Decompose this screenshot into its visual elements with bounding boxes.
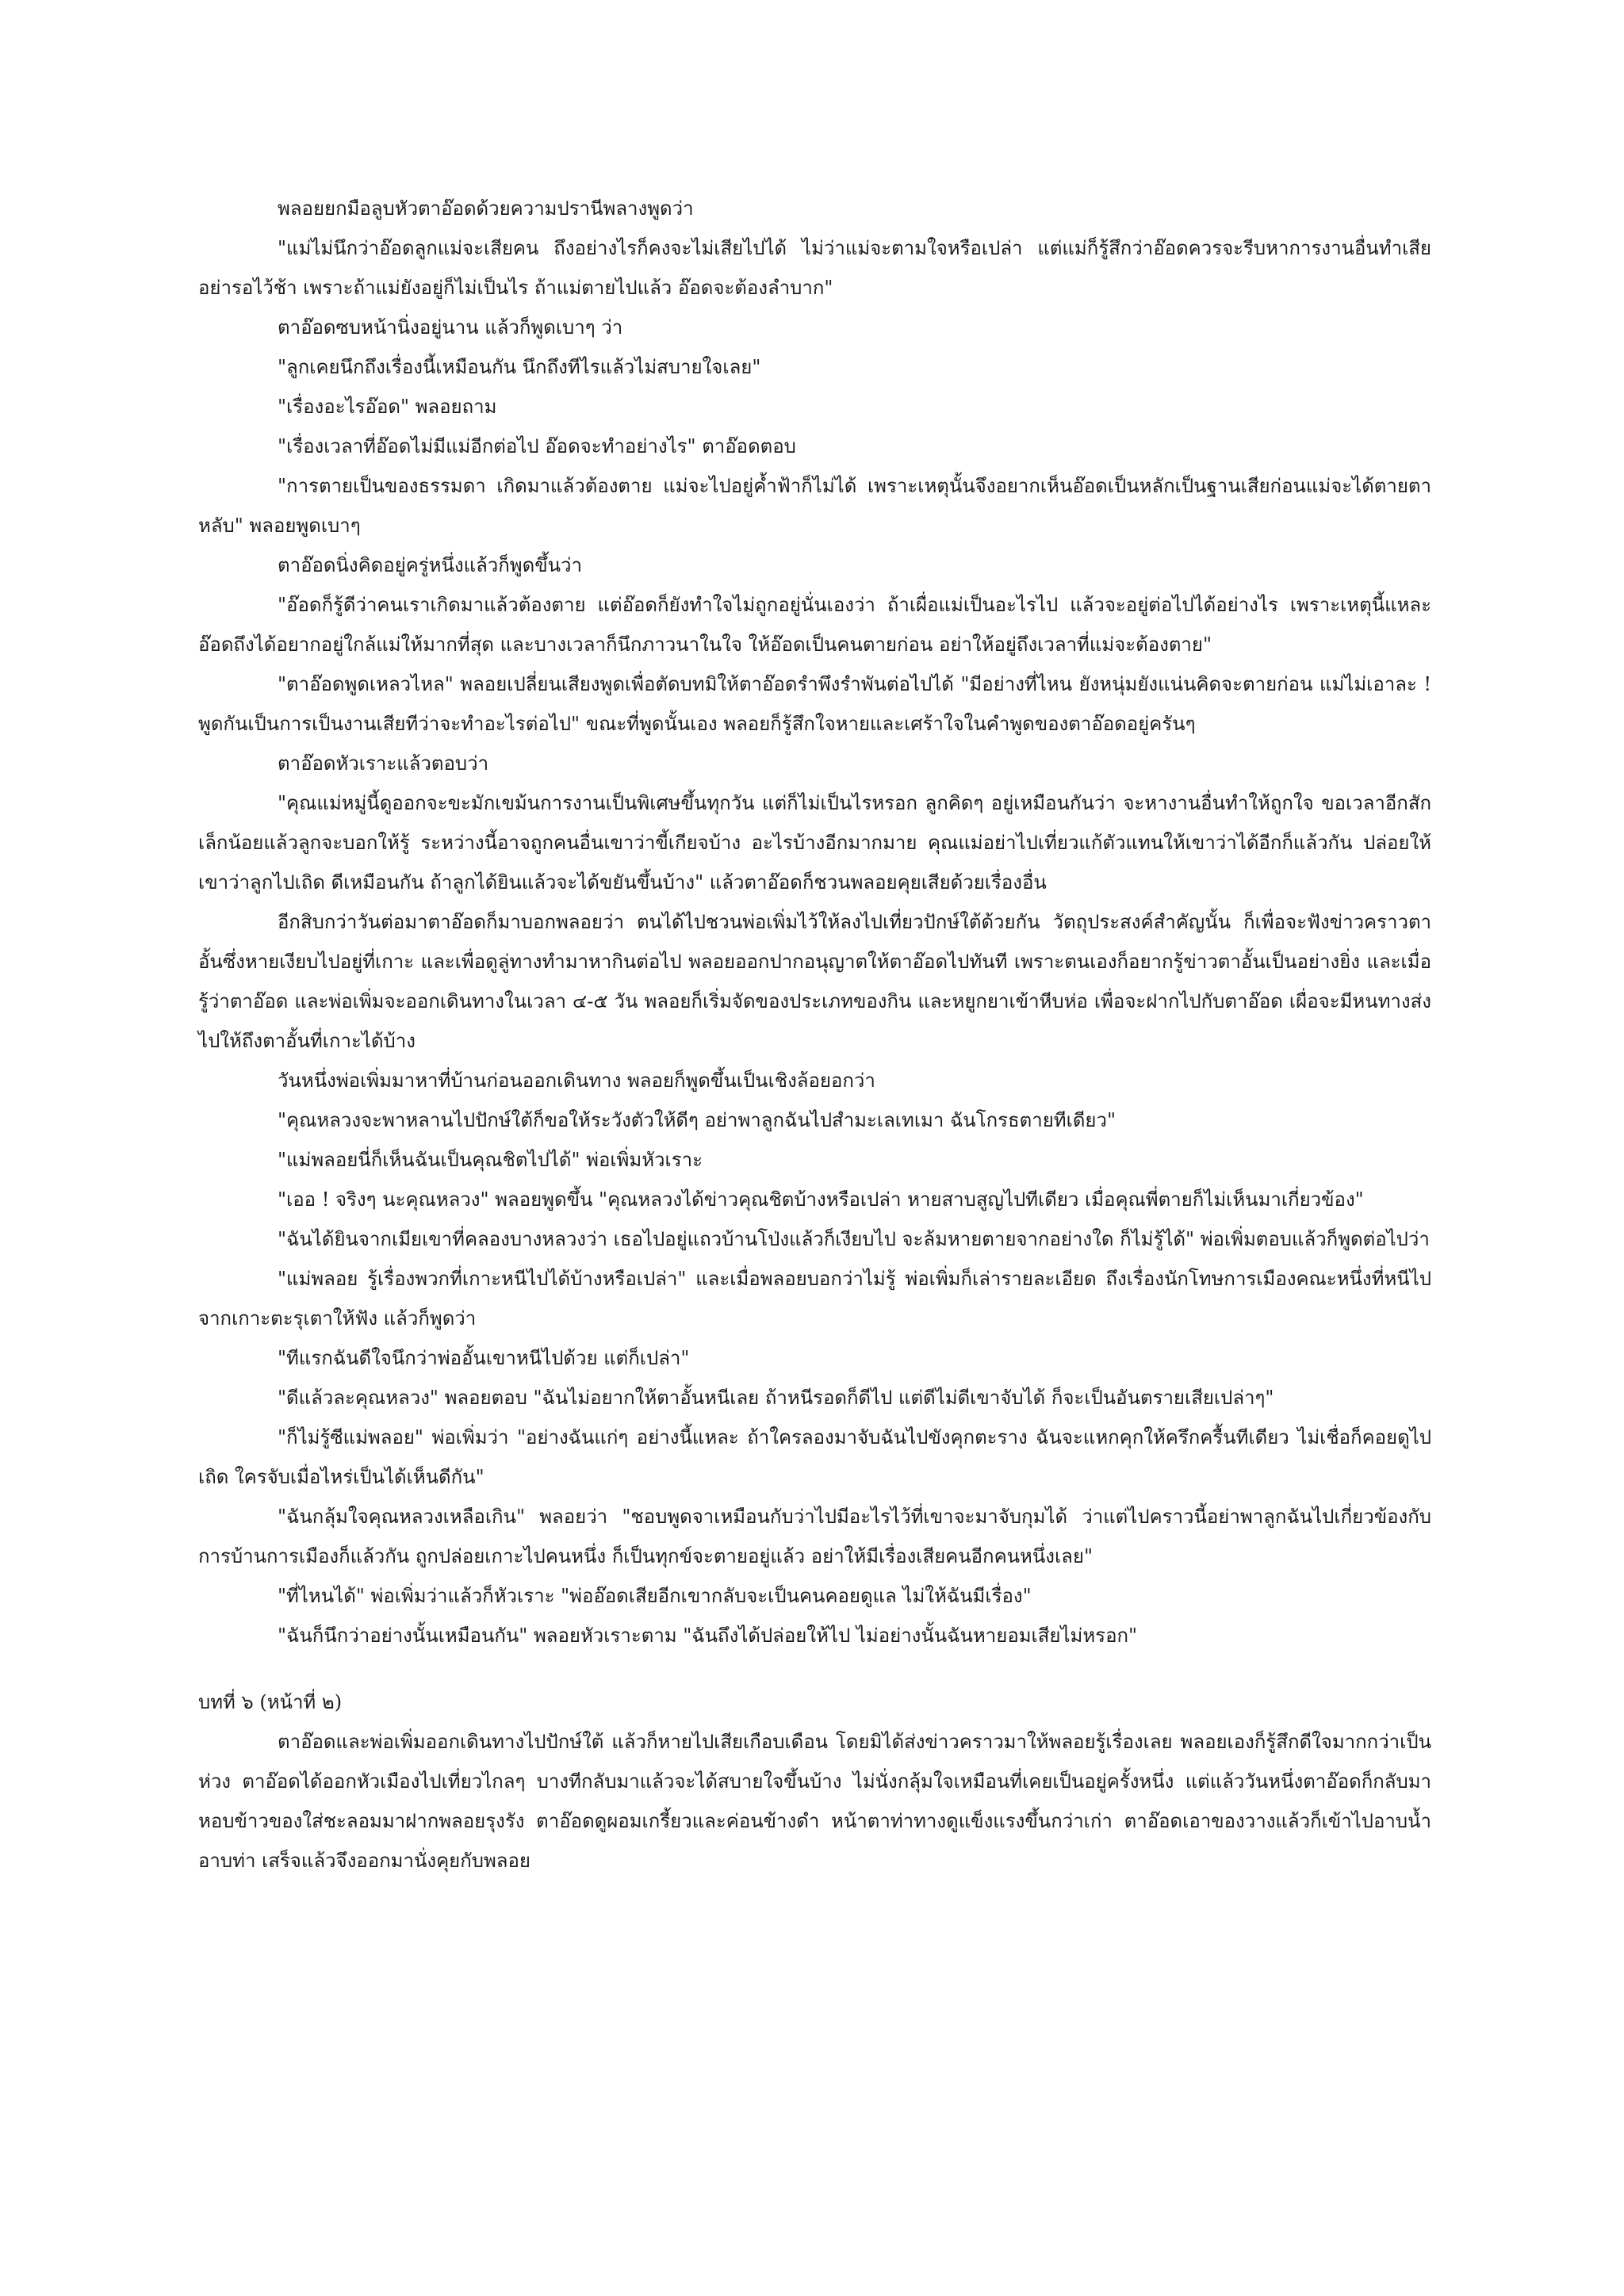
paragraph: วันหนึ่งพ่อเพิ่มมาหาที่บ้านก่อนออกเดินทาง พลอยก็พูดขึ้นเป็นเชิงล้อยอกว่า (278, 1070, 875, 1092)
paragraph: "อ๊อดก็รู้ดีว่าคนเราเกิดมาแล้วต้องตาย แต่อ๊อดก็ยังทำใจไม่ถูกอยู่นั่นเองว่า ถ้าเผื่อแม่เป็นอะไรไป แล้วจะอยู่ต่อไปได้อย่างไร เพราะเหตุนี้แหละ อ๊อดถึงได้อยากอยู่ใกล้แม่ให้มากที่สุด และบางเวลาก็นึกภาวนาในใจ ให้อ๊อดเป็นคนตายก่อน อย่าให้อยู่ถึงเวลาที่แม่จะต้องตาย" (198, 594, 1431, 656)
paragraph: อีกสิบกว่าวันต่อมาตาอ๊อดก็มาบอกพลอยว่า ตนได้ไปชวนพ่อเพิ่มไว้ให้ลงไปเที่ยวปักษ์ใต้ด้วยกัน วัตถุประสงค์สำคัญนั้น ก็เพื่อจะฟังข่าวคราวตาอั้นซึ่งหายเงียบไปอยู่ที่เกาะ และเพื่อดูลู่ทางทำมาหากินต่อไป พลอยออกปากอนุญาตให้ตาอ๊อดไปทันที เพราะตนเองก็อยากรู้ข่าวตาอั้นเป็นอย่างยิ่ง และเมื่อรู้ว่าตาอ๊อด และพ่อเพิ่มจะออกเดินทางในเวลา ๔-๕ วัน พลอยก็เริ่มจัดของประเภทของกิน และหยูกยาเข้าหีบห่อ เพื่อจะฝากไปกับตาอ๊อด เผื่อจะมีหนทางส่งไปให้ถึงตาอั้นที่เกาะได้บ้าง (198, 911, 1431, 1052)
paragraph: "คุณหลวงจะพาหลานไปปักษ์ใต้ก็ขอให้ระวังตัวให้ดีๆ อย่าพาลูกฉันไปสำมะเลเทเมา ฉันโกรธตายทีเดียว" (278, 1109, 1116, 1131)
paragraph: "ดีแล้วละคุณหลวง" พลอยตอบ "ฉันไม่อยากให้ตาอั้นหนีเลย ถ้าหนีรอดก็ดีไป แต่ดีไม่ดีเขาจับได้ ก็จะเป็นอันตรายเสียเปล่าๆ" (278, 1387, 1274, 1409)
chapter-section-body (198, 1722, 1431, 1881)
paragraph: "ทีแรกฉันดีใจนึกว่าพ่ออั้นเขาหนีไปด้วย แต่ก็เปล่า" (278, 1347, 690, 1369)
paragraph: ตาอ๊อดและพ่อเพิ่มออกเดินทางไปปักษ์ใต้ แล้วก็หายไปเสียเกือบเดือน โดยมิได้ส่งข่าวคราวมาให้พลอยรู้เรื่องเลย พลอยเองก็รู้สึกดีใจมากกว่าเป็นห่วง ตาอ๊อดได้ออกหัวเมืองไปเที่ยวไกลๆ บางทีกลับมาแล้วจะได้สบายใจขึ้นบ้าง ไม่นั่งกลุ้มใจเหมือนที่เคยเป็นอยู่ครั้งหนึ่ง แต่แล้ววันหนึ่งตาอ๊อดก็กลับมาหอบข้าวของใส่ชะลอมมาฝากพลอยรุงรัง ตาอ๊อดดูผอมเกรี้ยวและค่อนข้างดำ หน้าตาท่าทางดูแข็งแรงขึ้นกว่าเก่า ตาอ๊อดเอาของวางแล้วก็เข้าไปอาบน้ำอาบท่า เสร็จแล้วจึงออกมานั่งคุยกับพลอย (198, 1731, 1431, 1872)
body-text (198, 189, 1431, 1881)
paragraph: "ฉันก็นึกว่าอย่างนั้นเหมือนกัน" พลอยหัวเราะตาม "ฉันถึงได้ปล่อยให้ไป ไม่อย่างนั้นฉันหายอมเสียไม่หรอก" (278, 1624, 1138, 1647)
paragraph: "แม่พลอยนี่ก็เห็นฉันเป็นคุณชิตไปได้" พ่อเพิ่มหัวเราะ (278, 1149, 703, 1171)
paragraph: ตาอ๊อดนิ่งคิดอยู่ครู่หนึ่งแล้วก็พูดขึ้นว่า (278, 554, 582, 576)
paragraph: "ฉันได้ยินจากเมียเขาที่คลองบางหลวงว่า เธอไปอยู่แถวบ้านโป่งแล้วก็เงียบไป จะล้มหายตายจากอย่างใด ก็ไม่รู้ได้" พ่อเพิ่มตอบแล้วก็พูดต่อไปว่า (278, 1228, 1430, 1250)
section-heading: บทที่ ๖ (หน้าที่ ๒) (198, 1691, 343, 1713)
paragraph: "คุณแม่หมู่นี้ดูออกจะขะมักเขม้นการงานเป็นพิเศษขึ้นทุกวัน แต่ก็ไม่เป็นไรหรอก ลูกคิดๆ อยู่เหมือนกันว่า จะหางานอื่นทำให้ถูกใจ ขอเวลาอีกสักเล็กน้อยแล้วลูกจะบอกให้รู้ ระหว่างนี้อาจถูกคนอื่นเขาว่าขี้เกียจบ้าง อะไรบ้างอีกมากมาย คุณแม่อย่าไปเที่ยวแก้ตัวแทนให้เขาว่าได้อีกก็แล้วกัน ปล่อยให้เขาว่าลูกไปเถิด ดีเหมือนกัน ถ้าลูกได้ยินแล้วจะได้ขยันขึ้นบ้าง" แล้วตาอ๊อดก็ชวนพลอยคุยเสียด้วยเรื่องอื่น (198, 792, 1431, 894)
chapter-continuation (198, 189, 1431, 1655)
paragraph: พลอยยกมือลูบหัวตาอ๊อดด้วยความปรานีพลางพูดว่า (278, 197, 694, 220)
paragraph: "ฉันกลุ้มใจคุณหลวงเหลือเกิน" พลอยว่า "ชอบพูดจาเหมือนกับว่าไปมีอะไรไว้ที่เขาจะมาจับกุมได้ ว่าแต่ไปคราวนี้อย่าพาลูกฉันไปเกี่ยวข้องกับการบ้านการเมืองก็แล้วกัน ถูกปล่อยเกาะไปคนหนึ่ง ก็เป็นทุกข์จะตายอยู่แล้ว อย่าให้มีเรื่องเสียคนอีกคนหนึ่งเลย" (198, 1506, 1431, 1567)
paragraph: "ก็ไม่รู้ซีแม่พลอย" พ่อเพิ่มว่า "อย่างฉันแก่ๆ อย่างนี้แหละ ถ้าใครลองมาจับฉันไปขังคุกตะราง ฉันจะแหกคุกให้ครึกครื้นทีเดียว ไม่เชื่อก็คอยดูไปเถิด ใครจับเมื่อไหร่เป็นได้เห็นดีกัน" (198, 1426, 1431, 1488)
paragraph: "เรื่องเวลาที่อ๊อดไม่มีแม่อีกต่อไป อ๊อดจะทำอย่างไร" ตาอ๊อดตอบ (278, 435, 796, 457)
paragraph: ตาอ๊อดหัวเราะแล้วตอบว่า (278, 752, 489, 775)
paragraph: "แม่พลอย รู้เรื่องพวกที่เกาะหนีไปได้บ้างหรือเปล่า" และเมื่อพลอยบอกว่าไม่รู้ พ่อเพิ่มก็เล่ารายละเอียด ถึงเรื่องนักโทษการเมืองคณะหนึ่งที่หนีไปจากเกาะตะรุเตาให้ฟัง แล้วก็พูดว่า (198, 1268, 1431, 1330)
paragraph: "ตาอ๊อดพูดเหลวไหล" พลอยเปลี่ยนเสียงพูดเพื่อตัดบทมิให้ตาอ๊อดรำพึงรำพันต่อไปได้ "มีอย่างที่ไหน ยังหนุ่มยังแน่นคิดจะตายก่อน แม่ไม่เอาละ ! พูดกันเป็นการเป็นงานเสียทีว่าจะทำอะไรต่อไป" ขณะที่พูดนั้นเอง พลอยก็รู้สึกใจหายและเศร้าใจในคำพูดของตาอ๊อดอยู่ครันๆ (198, 673, 1431, 735)
paragraph: "ที่ไหนได้" พ่อเพิ่มว่าแล้วก็หัวเราะ "พ่ออ๊อดเสียอีกเขากลับจะเป็นคนคอยดูแล ไม่ให้ฉันมีเรื่อง" (278, 1585, 1032, 1607)
paragraph: "เรื่องอะไรอ๊อด" พลอยถาม (278, 396, 497, 418)
paragraph: "ลูกเคยนึกถึงเรื่องนี้เหมือนกัน นึกถึงทีไรแล้วไม่สบายใจเลย" (278, 356, 761, 378)
paragraph: "แม่ไม่นึกว่าอ๊อดลูกแม่จะเสียคน ถึงอย่างไรก็คงจะไม่เสียไปได้ ไม่ว่าแม่จะตามใจหรือเปล่า แต่แม่ก็รู้สึกว่าอ๊อดควรจะรีบหาการงานอื่นทำเสียอย่ารอไว้ช้า เพราะถ้าแม่ยังอยู่ก็ไม่เป็นไร ถ้าแม่ตายไปแล้ว อ๊อดจะต้องลำบาก" (198, 237, 1431, 299)
paragraph: "เออ ! จริงๆ นะคุณหลวง" พลอยพูดขึ้น "คุณหลวงได้ข่าวคุณชิตบ้างหรือเปล่า หายสาบสูญไปทีเดียว เมื่อคุณพี่ตายก็ไม่เห็นมาเกี่ยวข้อง" (278, 1188, 1364, 1211)
paragraph: ตาอ๊อดซบหน้านิ่งอยู่นาน แล้วก็พูดเบาๆ ว่า (278, 316, 623, 339)
paragraph: "การตายเป็นของธรรมดา เกิดมาแล้วต้องตาย แม่จะไปอยู่ค้ำฟ้าก็ไม่ได้ เพราะเหตุนั้นจึงอยากเห็นอ๊อดเป็นหลักเป็นฐานเสียก่อนแม่จะได้ตายตาหลับ" พลอยพูดเบาๆ (198, 475, 1431, 537)
